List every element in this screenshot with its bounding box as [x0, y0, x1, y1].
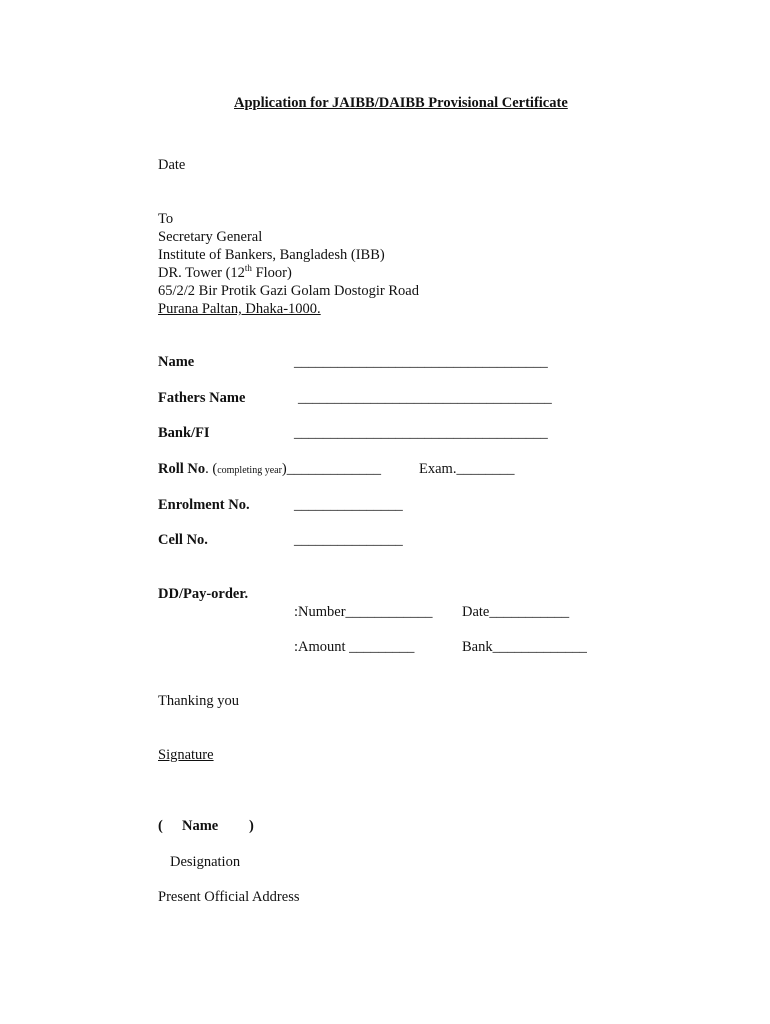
name-label: Name [158, 354, 195, 370]
address-line-1: Secretary General [158, 229, 263, 245]
cell-no-label: Cell No. [158, 532, 208, 548]
thanking-you: Thanking you [158, 693, 239, 709]
pay-order-date: Date___________ [462, 604, 570, 620]
address-line-4: 65/2/2 Bir Protik Gazi Golam Dostogir Road [158, 283, 419, 299]
cell-no-blank: _______________ [294, 532, 403, 548]
bank-fi-blank: ___________________________________ [294, 425, 548, 441]
page-title: Application for JAIBB/DAIBB Provisional Certificate [234, 95, 568, 111]
pay-order-number: :Number____________ [294, 604, 433, 620]
pay-order-bank: Bank_____________ [462, 639, 587, 655]
enrolment-no-label: Enrolment No. [158, 497, 250, 513]
address-line-5: Purana Paltan, Dhaka-1000. [158, 301, 321, 317]
name-blank: ___________________________________ [294, 354, 548, 370]
address-line-2: Institute of Bankers, Bangladesh (IBB) [158, 247, 385, 263]
address-to: To [158, 211, 174, 227]
present-official-address-label: Present Official Address [158, 889, 300, 905]
name-close-paren: ) [249, 818, 254, 834]
roll-no-row: Roll No. (completing year)_____________ [158, 461, 382, 477]
address-line-3: DR. Tower (12th Floor) [158, 263, 292, 281]
fathers-name-blank: ___________________________________ [298, 390, 552, 406]
fathers-name-label: Fathers Name [158, 390, 246, 406]
signature-label: Signature [158, 747, 214, 763]
designation-label: Designation [170, 854, 241, 870]
pay-order-amount: :Amount _________ [294, 639, 415, 655]
bank-fi-label: Bank/FI [158, 425, 210, 441]
dd-pay-order-label: DD/Pay-order. [158, 586, 249, 602]
exam-field: Exam.________ [419, 461, 515, 477]
date-label: Date [158, 157, 186, 173]
name-open-paren: ( [158, 818, 163, 834]
enrolment-no-blank: _______________ [294, 497, 403, 513]
signatory-name: Name [182, 818, 219, 834]
